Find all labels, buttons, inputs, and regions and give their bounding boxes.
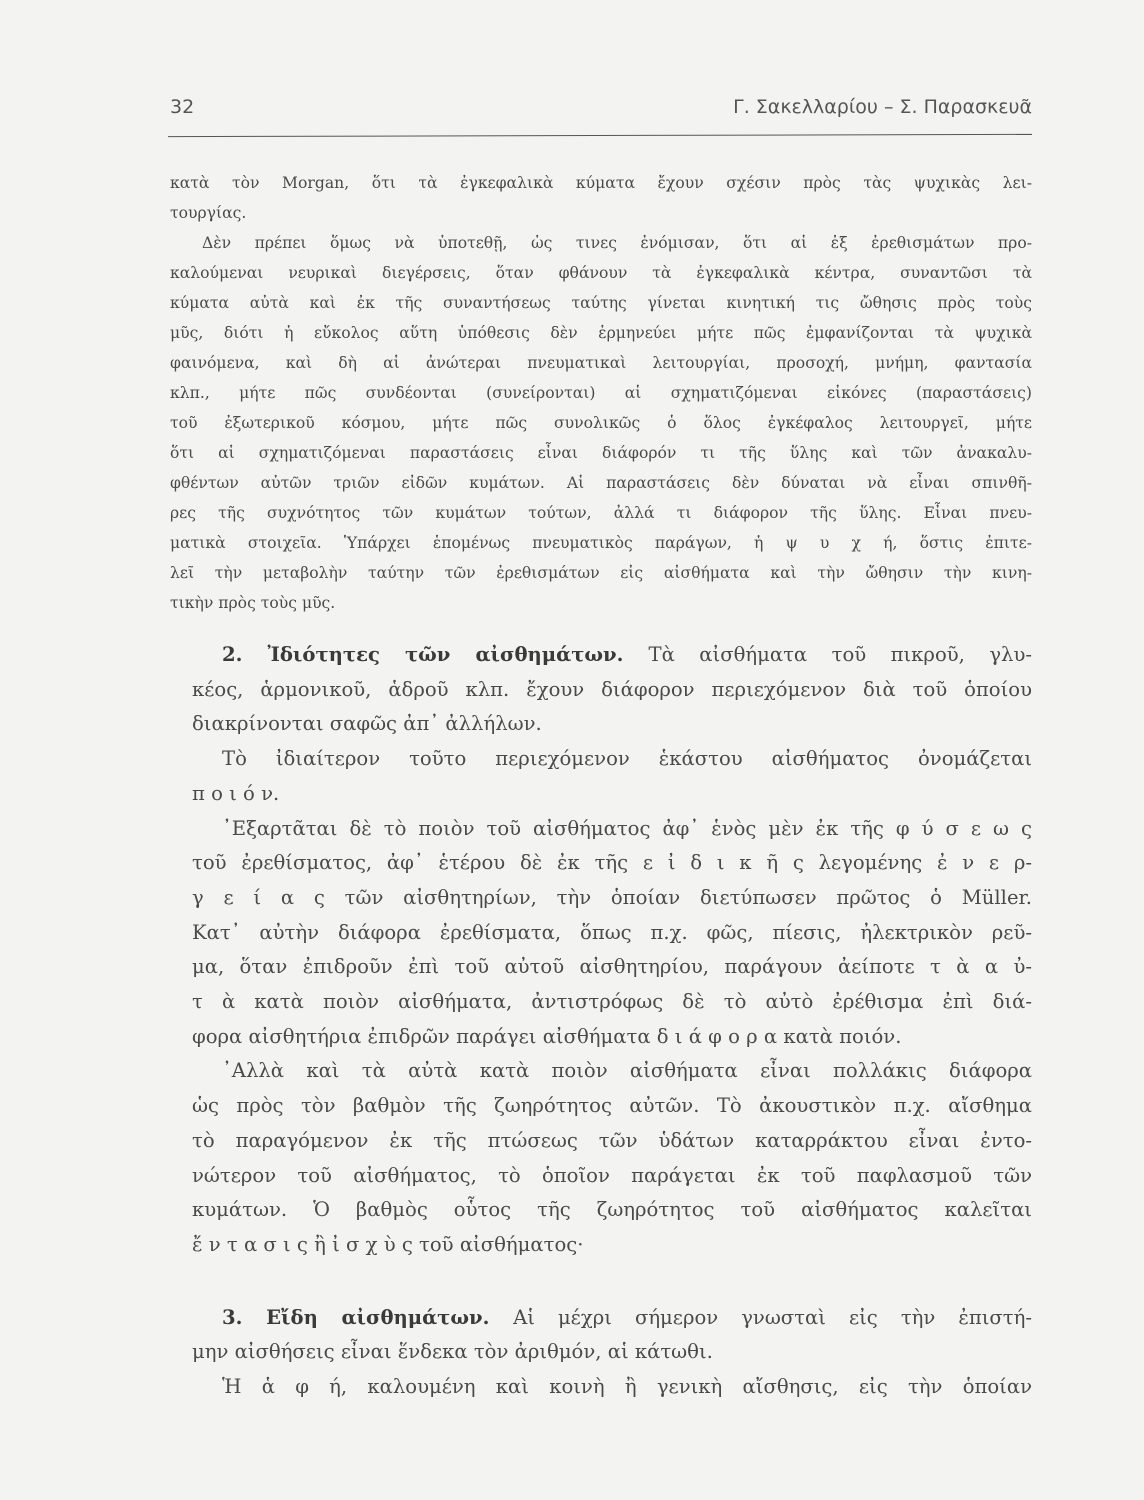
line-text: Τὸ ἰδιαίτερον τοῦτο περιεχόμενον ἑκάστου αἰσθήματος ὀνομάζεται — [222, 747, 1032, 771]
section-gap — [192, 1263, 1032, 1301]
line-text: φαινόμενα, καὶ δὴ αἱ ἀνώτεραι πνευματικαὶ λειτουργίαι, προσοχή, μνήμη, φαντασία — [170, 354, 1032, 372]
line-text: τὸ παραγόμενον ἐκ τῆς πτώσεως τῶν ὑδάτων καταρράκτου εἶναι ἐντο- — [192, 1128, 1032, 1152]
line-text: τοῦ ἐρεθίσματος, ἀφ᾿ ἑτέρου δὲ ἐκ τῆς ε ἰ δ ι κ ῆ ς λεγομένης ἐ ν ε ρ- — [192, 851, 1032, 875]
line-text: κύματα αὐτὰ καὶ ἐκ τῆς συναντήσεως ταύτης γίνεται κινητική τις ὤθησις πρὸς τοὺς — [170, 294, 1032, 312]
line-text: τ ὰ κατὰ ποιὸν αἰσθήματα, ἀντιστρόφως δὲ τὸ αὐτὸ ἐρέθισμα ἐπὶ διά- — [192, 990, 1032, 1014]
text-line — [192, 707, 1032, 742]
text-line — [170, 288, 1032, 318]
paragraph — [170, 168, 1032, 228]
line-text: φθέντων αὐτῶν τριῶν εἰδῶν κυμάτων. Αἱ παραστάσεις δὲν δύναται νὰ εἶναι σπινθῆ- — [170, 474, 1032, 492]
text-line — [192, 1159, 1032, 1194]
text-line — [192, 1301, 1032, 1336]
text-line — [192, 1054, 1032, 1089]
text-line — [170, 198, 1032, 228]
text-line — [192, 1193, 1032, 1228]
text-line — [170, 468, 1032, 498]
text-line — [170, 528, 1032, 558]
section-heading: 3. Εἴδη αἰσθημάτων. — [222, 1305, 514, 1329]
line-text: π ο ι ό ν. — [192, 781, 280, 805]
text-line — [170, 378, 1032, 408]
text-line — [192, 638, 1032, 673]
line-text: τοῦ ἐξωτερικοῦ κόσμου, μήτε πῶς συνολικῶς ὁ ὅλος ἐγκέφαλος λειτουργεῖ, μήτε — [170, 414, 1032, 432]
line-text: ᾿Εξαρτᾶται δὲ τὸ ποιὸν τοῦ αἰσθήματος ἀφ᾿ ἑνὸς μὲν ἐκ τῆς φ ύ σ ε ω ς — [222, 816, 1032, 840]
line-text: κυμάτων. Ὁ βαθμὸς οὗτος τῆς ζωηρότητος τοῦ αἰσθήματος καλεῖται — [192, 1198, 1032, 1222]
text-line — [192, 950, 1032, 985]
text-line — [192, 1228, 1032, 1263]
line-text: ρες τῆς συχνότητος τῶν κυμάτων τούτων, ἀλλά τι διάφορον τῆς ὕλης. Εἶναι πνευ- — [170, 504, 1032, 522]
text-line — [192, 916, 1032, 951]
line-text: τουργίας. — [170, 204, 247, 222]
text-line — [192, 742, 1032, 777]
text-line — [192, 1089, 1032, 1124]
section-heading: 2. Ἰδιότητες τῶν αἰσθημάτων. — [222, 643, 649, 666]
page-number: 32 — [170, 96, 195, 118]
line-text: ᾿Αλλὰ καὶ τὰ αὐτὰ κατὰ ποιὸν αἰσθήματα εἶναι πολλάκις διάφορα — [222, 1059, 1032, 1083]
line-text: μῦς, διότι ἡ εὔκολος αὕτη ὑπόθεσις δὲν ἑρμηνεύει μήτε πῶς ἐμφανίζονται τὰ ψυχικὰ — [170, 324, 1032, 342]
line-text: καλούμεναι νευρικαὶ διεγέρσεις, ὅταν φθάνουν τὰ ἐγκεφαλικὰ κέντρα, συναντῶσι τὰ — [170, 264, 1032, 282]
paragraph — [192, 638, 1032, 742]
text-line — [192, 881, 1032, 916]
body-text-small — [170, 168, 1032, 618]
text-line — [192, 777, 1032, 812]
text-line — [192, 846, 1032, 881]
line-text: ματικὰ στοιχεῖα. Ὑπάρχει ἑπομένως πνευματικὸς παράγων, ἡ ψ υ χ ή, ὅστις ἐπιτε- — [170, 534, 1032, 552]
text-line — [170, 318, 1032, 348]
paragraph — [192, 742, 1032, 811]
line-text: κέος, ἁρμονικοῦ, ἁδροῦ κλπ. ἔχουν διάφορον περιεχόμενον διὰ τοῦ ὁποίου — [192, 677, 1032, 701]
text-line — [170, 168, 1032, 198]
running-title: Γ. Σακελλαρίου – Σ. Παρασκευᾶ — [733, 96, 1032, 118]
text-line — [192, 1124, 1032, 1159]
text-line — [170, 558, 1032, 588]
line-text: ὅτι αἱ σχηματιζόμεναι παραστάσεις εἶναι διάφορόν τι τῆς ὕλης καὶ τῶν ἀνακαλυ- — [170, 444, 1032, 462]
text-line — [192, 812, 1032, 847]
text-line — [170, 258, 1032, 288]
text-line — [170, 228, 1032, 258]
text-line — [170, 498, 1032, 528]
line-text: κατὰ τὸν Morgan, ὅτι τὰ ἐγκεφαλικὰ κύματα ἔχουν σχέσιν πρὸς τὰς ψυχικὰς λει- — [170, 174, 1032, 192]
line-text: μην αἰσθήσεις εἶναι ἕνδεκα τὸν ἀριθμόν, αἱ κάτωθι. — [192, 1340, 713, 1364]
paragraph — [192, 812, 1032, 1055]
text-line — [170, 408, 1032, 438]
paragraph — [192, 1054, 1032, 1262]
text-line — [192, 1020, 1032, 1055]
paragraph — [170, 228, 1032, 618]
text-line — [192, 1370, 1032, 1405]
line-text: νώτερον τοῦ αἰσθήματος, τὸ ὁποῖον παράγεται ἐκ τοῦ παφλασμοῦ τῶν — [192, 1163, 1032, 1187]
line-text: φορα αἰσθητήρια ἐπιδρῶν παράγει αἰσθήματα δ ι ά φ ο ρ α κατὰ ποιόν. — [192, 1024, 902, 1048]
line-text: ἔ ν τ α σ ι ς ἢ ἰ σ χ ὺ ς τοῦ αἰσθήματος· — [192, 1232, 584, 1256]
line-text: Ἡ ἁ φ ή, καλουμένη καὶ κοινὴ ἢ γενικὴ αἴσθησις, εἰς τὴν ὁποίαν — [222, 1375, 1032, 1399]
line-text: Δὲν πρέπει ὅμως νὰ ὑποτεθῇ, ὡς τινες ἐνόμισαν, ὅτι αἱ ἐξ ἐρεθισμάτων προ- — [202, 234, 1032, 252]
line-text: μα, ὅταν ἐπιδροῦν ἐπὶ τοῦ αὐτοῦ αἰσθητηρίου, παράγουν ἀείποτε τ ὰ α ὐ- — [192, 955, 1032, 979]
line-text: κλπ., μήτε πῶς συνδέονται (συνείρονται) αἱ σχηματιζόμεναι εἰκόνες (παραστάσεις) — [170, 384, 1032, 402]
line-text: τικὴν πρὸς τοὺς μῦς. — [170, 594, 336, 612]
paragraph — [192, 1370, 1032, 1405]
header-rule — [168, 134, 1032, 137]
text-line — [192, 985, 1032, 1020]
text-line — [170, 438, 1032, 468]
text-line — [192, 673, 1032, 708]
body-text-sections — [192, 638, 1032, 1405]
line-text: ὡς πρὸς τὸν βαθμὸν τῆς ζωηρότητος αὐτῶν. Τὸ ἀκουστικὸν π.χ. αἴσθημα — [192, 1094, 1032, 1118]
text-line — [192, 1335, 1032, 1370]
line-text: Αἱ μέχρι σήμερον γνωσταὶ εἰς τὴν ἐπιστή- — [513, 1305, 1032, 1329]
line-text: γ ε ί α ς τῶν αἰσθητηρίων, τὴν ὁποίαν διετύπωσεν πρῶτος ὁ Müller. — [192, 885, 1032, 909]
paragraph — [192, 1301, 1032, 1370]
line-text: Κατ᾿ αὐτὴν διάφορα ἐρεθίσματα, ὅπως π.χ. φῶς, πίεσις, ἠλεκτρικὸν ρεῦ- — [192, 920, 1032, 944]
line-text: διακρίνονται σαφῶς ἀπ᾿ ἀλλήλων. — [192, 712, 542, 736]
text-line — [170, 588, 1032, 618]
text-line — [170, 348, 1032, 378]
line-text: Τὰ αἰσθήματα τοῦ πικροῦ, γλυ- — [648, 643, 1032, 666]
page-header — [170, 96, 1032, 126]
line-text: λεῖ τὴν μεταβολὴν ταύτην τῶν ἐρεθισμάτων εἰς αἰσθήματα καὶ τὴν ὤθησιν τὴν κινη- — [170, 564, 1032, 582]
